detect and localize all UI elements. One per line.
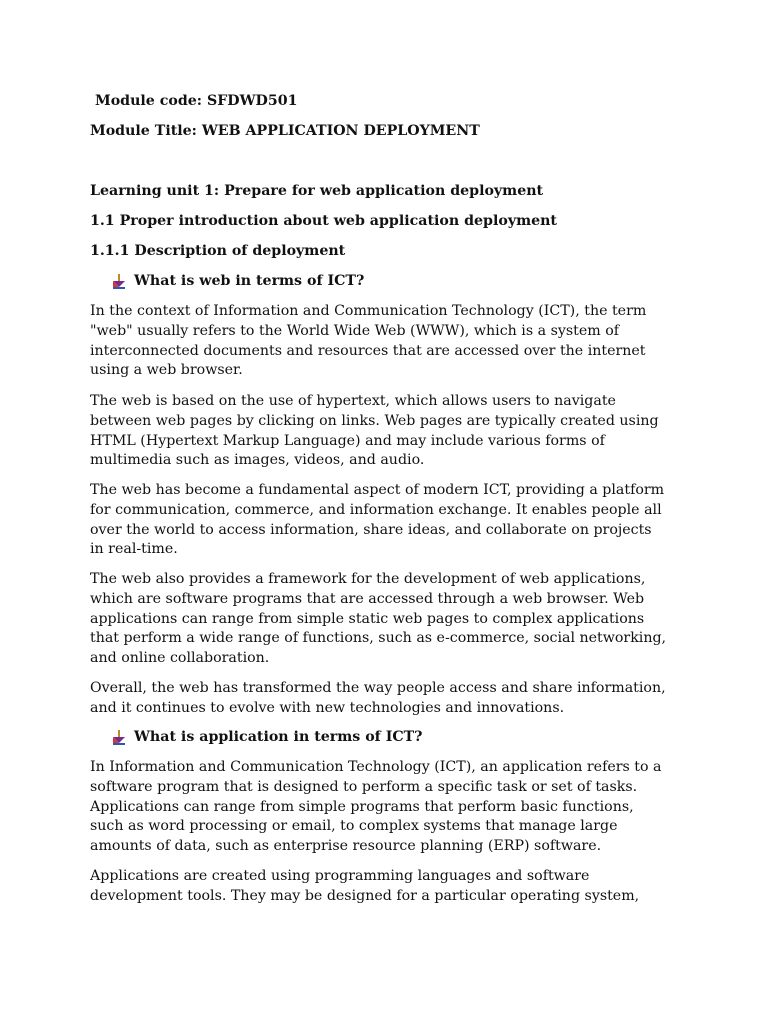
- paragraph-line: Overall, the web has transformed the way people access and share information,: [90, 680, 666, 696]
- paragraph-framework: [90, 570, 666, 669]
- paragraph-line: and it continues to evolve with new technologies and innovations.: [90, 699, 565, 716]
- paragraph-application-creation: [90, 867, 639, 907]
- paragraph-line: such as word processing or email, to complex systems that manage large: [90, 818, 618, 835]
- paragraph-line: The web is based on the use of hypertext, which allows users to navigate: [90, 393, 616, 409]
- paragraph-overall: [90, 679, 666, 719]
- paragraph-line: amounts of data, such as enterprise resource planning (ERP) software.: [90, 838, 602, 855]
- paragraph-fundamental: [90, 481, 664, 560]
- paragraph-line: The web has become a fundamental aspect of modern ICT, providing a platform: [90, 482, 665, 498]
- paragraph-line: software program that is designed to perform a specific task or set of tasks.: [90, 778, 638, 795]
- bullet-web-question-text: What is web in terms of ICT?: [134, 273, 365, 289]
- bullet-web-question: [112, 272, 364, 292]
- paragraph-line: "web" usually refers to the World Wide Web (WWW), which is a system of: [90, 322, 620, 339]
- module-code: Module code: SFDWD501: [95, 93, 298, 109]
- paragraph-hypertext: [90, 392, 659, 471]
- paragraph-line: In Information and Communication Technology (ICT), an application refers to a: [90, 759, 662, 775]
- paragraph-line: between web pages by clicking on links. Web pages are typically created using: [90, 412, 659, 429]
- module-title: Module Title: WEB APPLICATION DEPLOYMENT: [90, 123, 480, 139]
- paragraph-line: Applications can range from simple programs that perform basic functions,: [90, 798, 634, 815]
- section-1-1-1-heading: 1.1.1 Description of deployment: [90, 243, 346, 259]
- section-1-1-heading: 1.1 Proper introduction about web application deployment: [90, 213, 557, 229]
- bullet-application-question: [112, 728, 423, 748]
- paragraph-line: multimedia such as images, videos, and audio.: [90, 452, 425, 469]
- paragraph-line: applications can range from simple static web pages to complex applications: [90, 610, 645, 627]
- arrow-bullet-icon: [112, 730, 126, 746]
- paragraph-line: interconnected documents and resources that are accessed over the internet: [90, 342, 646, 359]
- paragraph-line: In the context of Information and Communication Technology (ICT), the term: [90, 303, 647, 319]
- paragraph-line: HTML (Hypertext Markup Language) and may include various forms of: [90, 432, 605, 449]
- learning-unit-heading: Learning unit 1: Prepare for web application deployment: [90, 183, 544, 199]
- paragraph-line: for communication, commerce, and information exchange. It enables people all: [90, 501, 662, 518]
- paragraph-line: in real-time.: [90, 541, 178, 558]
- arrow-bullet-icon: [112, 274, 126, 290]
- paragraph-line: The web also provides a framework for the development of web applications,: [90, 571, 646, 587]
- paragraph-line: which are software programs that are accessed through a web browser. Web: [90, 590, 645, 607]
- paragraph-line: Applications are created using programming languages and software: [90, 868, 590, 884]
- paragraph-line: development tools. They may be designed for a particular operating system,: [90, 887, 640, 904]
- paragraph-application-definition: [90, 758, 662, 857]
- paragraph-web-definition: [90, 302, 646, 381]
- paragraph-line: over the world to access information, share ideas, and collaborate on projects: [90, 521, 652, 538]
- bullet-application-question-text: What is application in terms of ICT?: [134, 729, 423, 745]
- paragraph-line: that perform a wide range of functions, such as e-commerce, social networking,: [90, 630, 667, 647]
- paragraph-line: and online collaboration.: [90, 650, 270, 667]
- paragraph-line: using a web browser.: [90, 362, 243, 379]
